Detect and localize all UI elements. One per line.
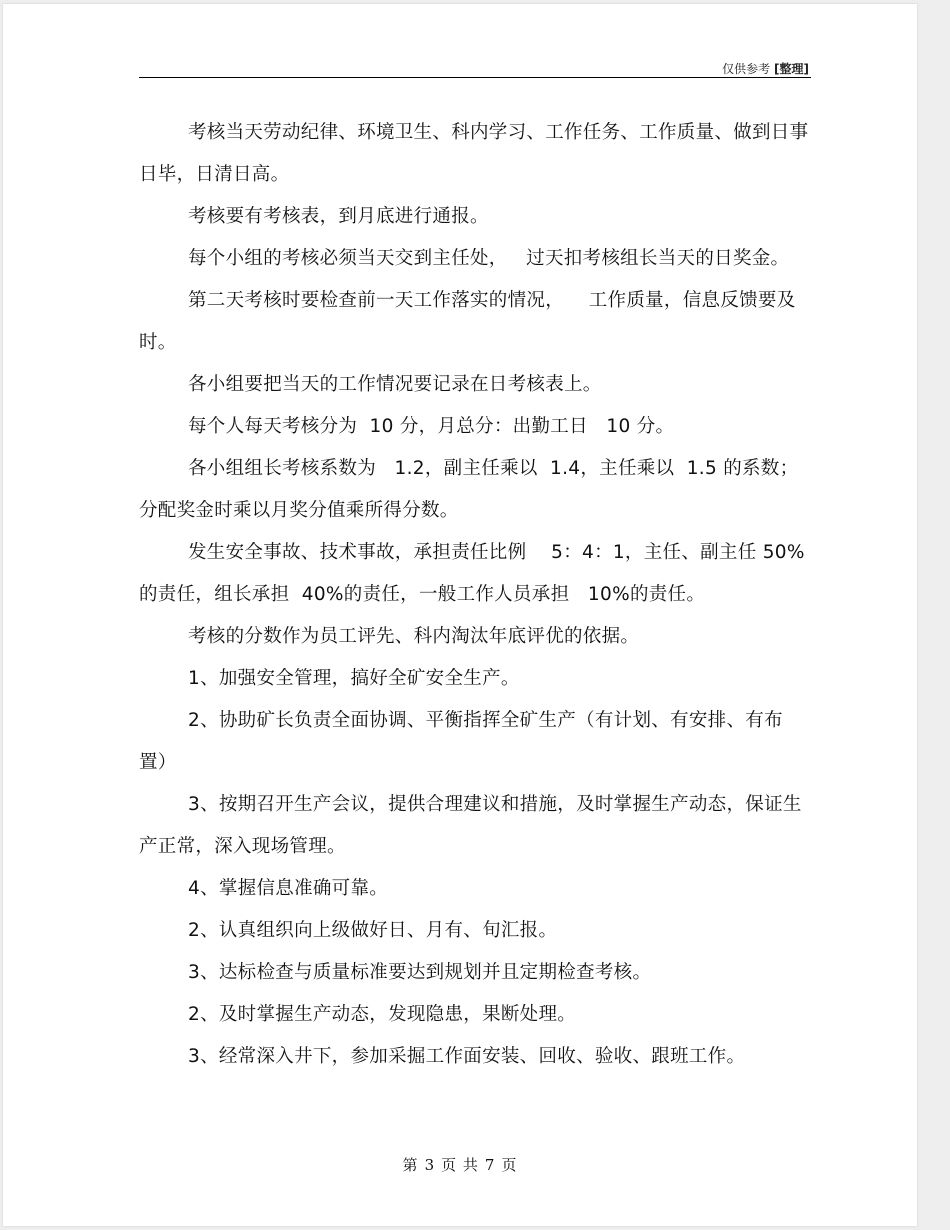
paragraph: 考核当天劳动纪律、环境卫生、科内学习、工作任务、工作质量、做到日事日毕，日清日高。 <box>139 122 809 185</box>
paragraph: 4、掌握信息准确可靠。 <box>188 878 389 899</box>
paragraph: 各小组要把当天的工作情况要记录在日考核表上。 <box>188 374 602 395</box>
footer-prefix: 第 <box>402 1156 419 1174</box>
paragraph: 1、加强安全管理，搞好全矿安全生产。 <box>188 668 520 689</box>
footer-middle: 页 共 <box>441 1156 479 1174</box>
paragraph: 3、达标检查与质量标准要达到规划并且定期检查考核。 <box>188 962 652 983</box>
footer-current-page: 3 <box>424 1156 436 1174</box>
footer-suffix: 页 <box>501 1156 518 1174</box>
paragraph: 2、协助矿长负责全面协调、平衡指挥全矿生产（有计划、有安排、有布置） <box>139 710 783 773</box>
paragraph: 考核的分数作为员工评先、科内淘汰年底评优的依据。 <box>188 626 640 647</box>
paragraph: 考核要有考核表，到月底进行通报。 <box>188 206 489 227</box>
footer-total-pages: 7 <box>484 1156 496 1174</box>
page-footer <box>3 1154 917 1175</box>
paragraph: 发生安全事故、技术事故，承担责任比例 5：4：1，主任、副主任 50%的责任，组长承担 40%的责任，一般工作人员承担 10%的责任。 <box>139 542 805 605</box>
paragraph: 3、按期召开生产会议，提供合理建议和措施，及时掌握生产动态，保证生产正常，深入现场管理。 <box>139 794 802 857</box>
paragraph: 各小组组长考核系数为 1.2，副主任乘以 1.4，主任乘以 1.5 的系数；分配奖金时乘以月奖分值乘所得分数。 <box>139 458 799 521</box>
page-header <box>722 60 809 77</box>
document-page <box>3 4 917 1226</box>
paragraph: 3、经常深入井下，参加采掘工作面安装、回收、验收、跟班工作。 <box>188 1046 746 1067</box>
header-label: 仅供参考 <box>722 62 771 76</box>
document-body <box>139 112 811 1078</box>
paragraph: 每个人每天考核分为 10 分，月总分：出勤工日 10 分。 <box>188 416 675 437</box>
paragraph: 第二天考核时要检查前一天工作落实的情况， 工作质量，信息反馈要及时。 <box>139 290 796 353</box>
header-rule <box>139 77 811 78</box>
paragraph: 每个小组的考核必须当天交到主任处， 过天扣考核组长当天的日奖金。 <box>188 248 790 269</box>
header-tag: [整理] <box>774 62 809 76</box>
paragraph: 2、认真组织向上级做好日、月有、旬汇报。 <box>188 920 558 941</box>
paragraph: 2、及时掌握生产动态，发现隐患，果断处理。 <box>188 1004 577 1025</box>
